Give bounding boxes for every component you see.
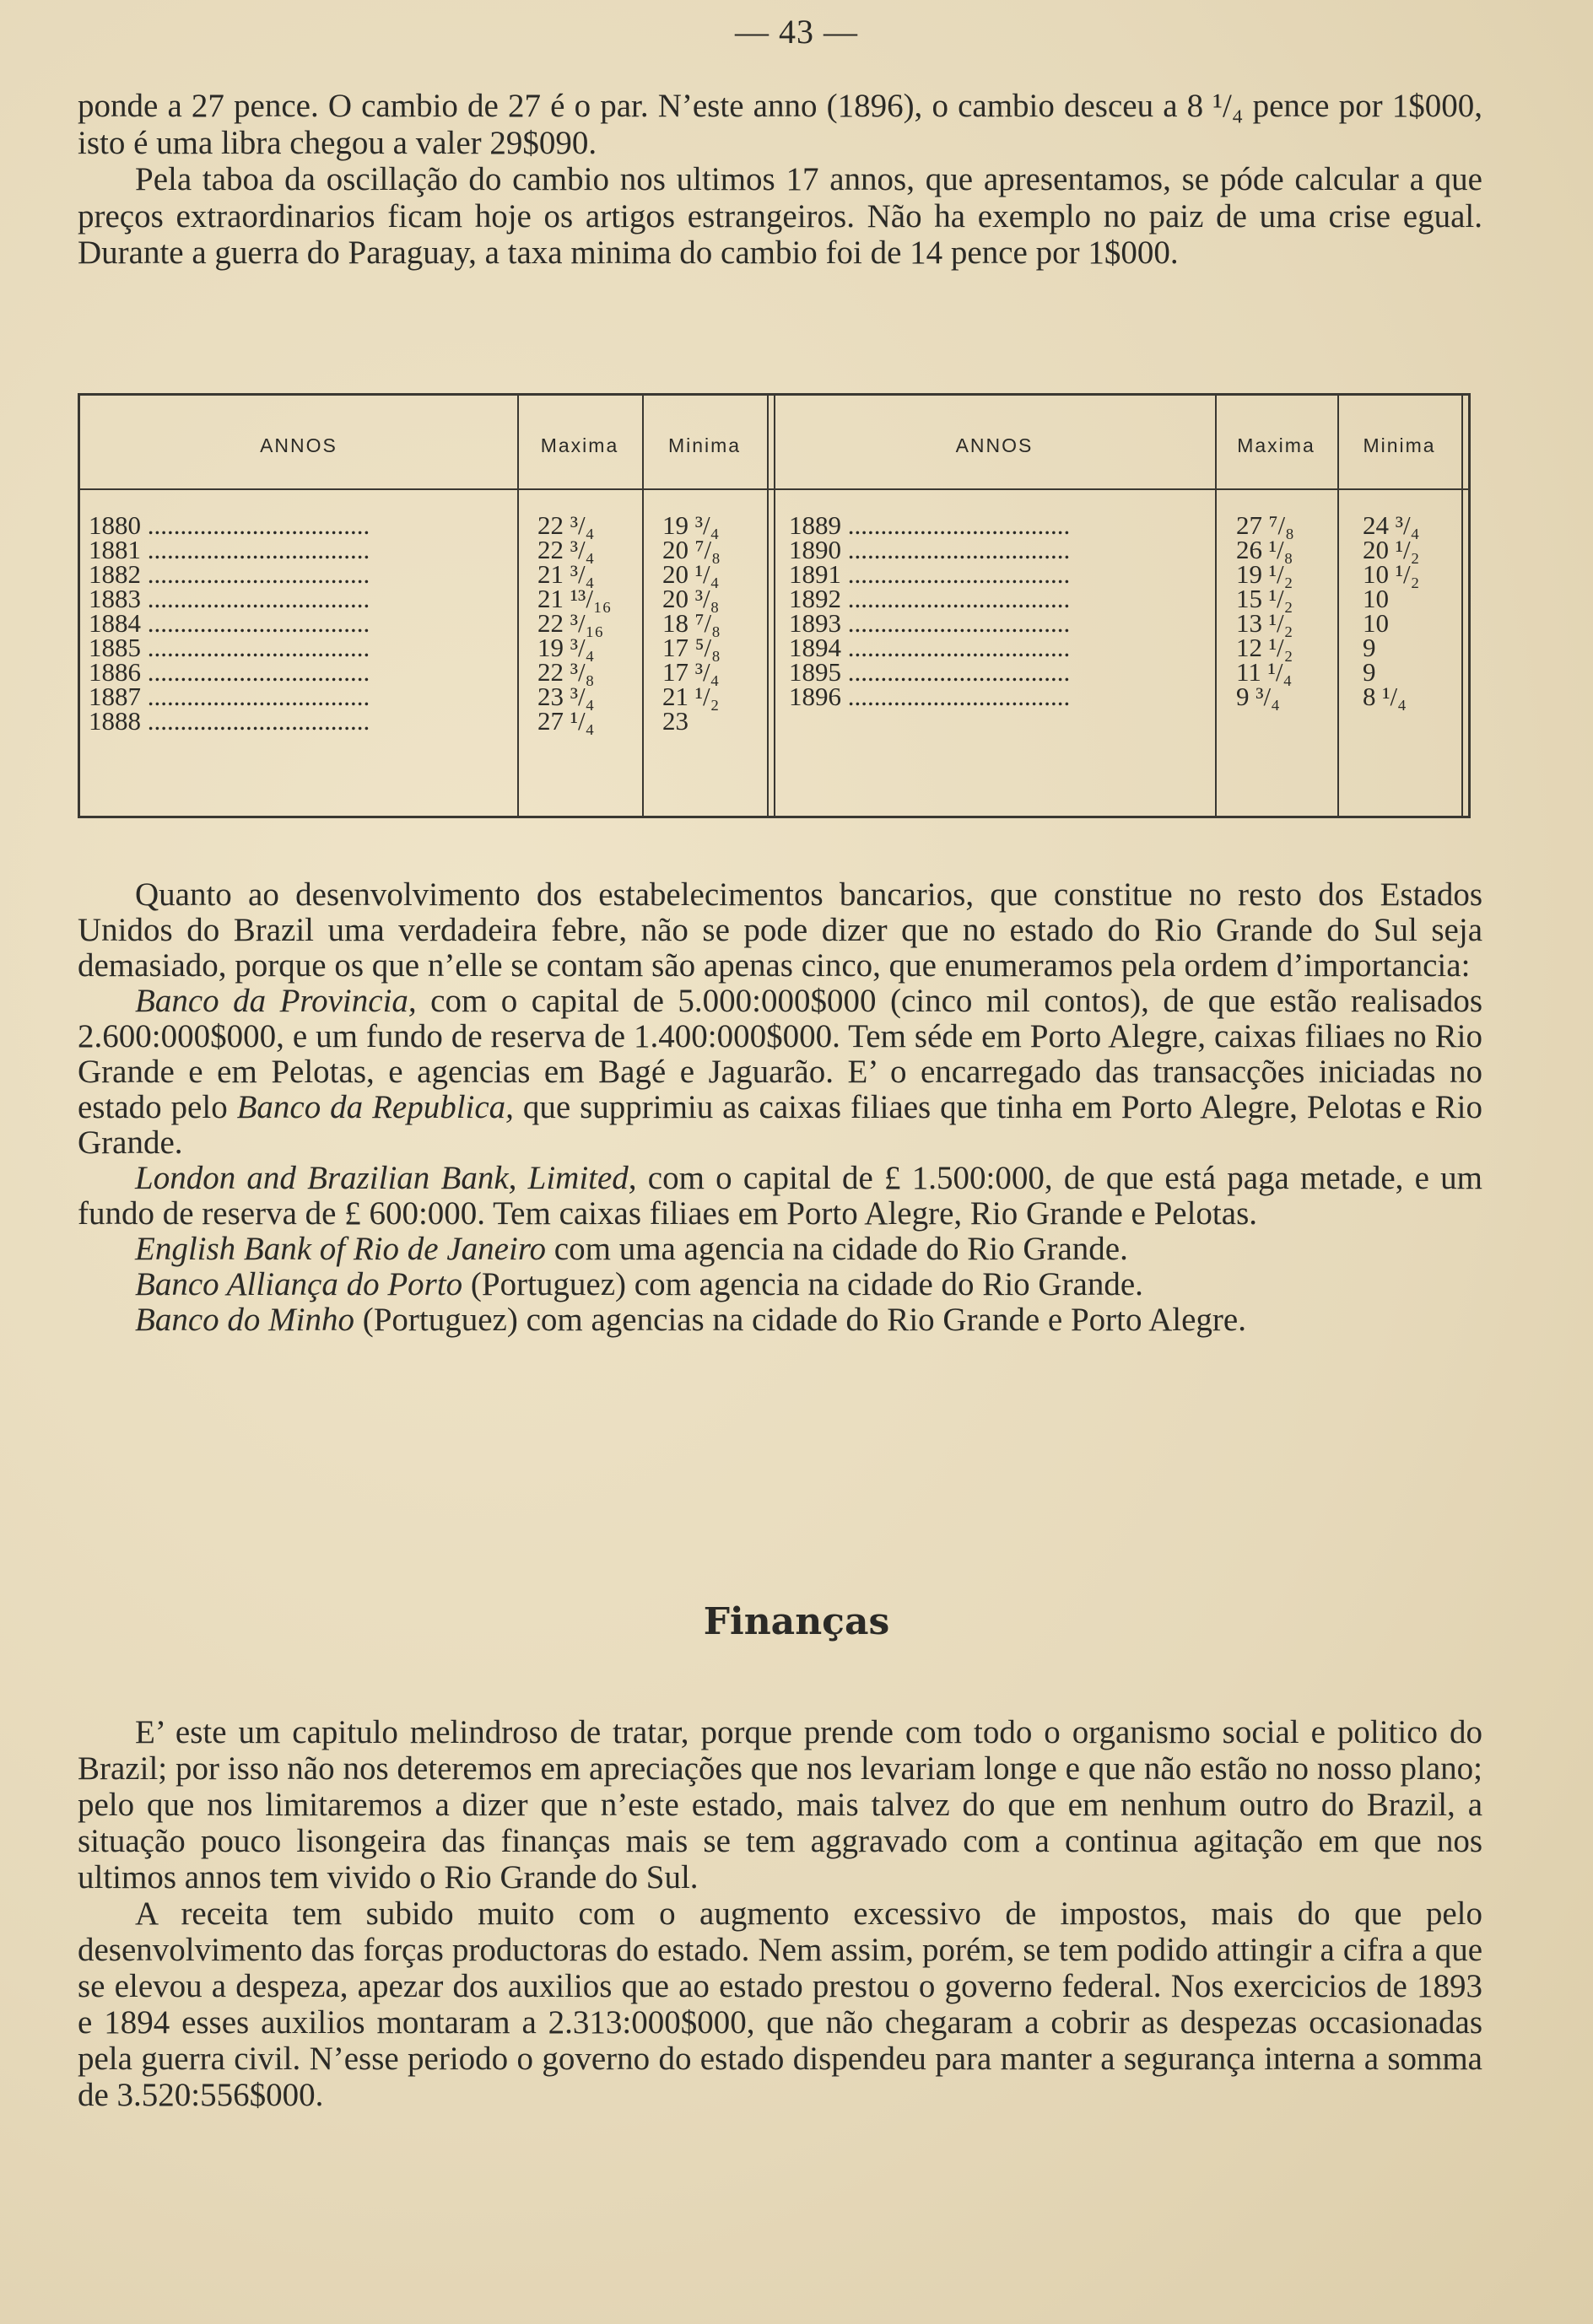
year-cell: 1882 .................................. bbox=[89, 563, 370, 586]
table-row bbox=[80, 584, 1468, 613]
table-row bbox=[80, 535, 1468, 564]
bank-alliance-desc: (Portuguez) com agencia na cidade do Rio Grande. bbox=[462, 1266, 1143, 1302]
minima-cell: 21 ¹/₂ bbox=[662, 682, 720, 711]
minima-cell: 20 ⁷/₈ bbox=[662, 535, 721, 564]
bank-english bbox=[78, 1232, 1482, 1267]
exchange-rate-table bbox=[78, 393, 1471, 818]
minima-cell: 23 bbox=[662, 706, 688, 736]
maxima-cell: 21 ³/₄ bbox=[537, 559, 595, 589]
bank-provincia bbox=[78, 984, 1482, 1161]
minima-cell: 10 bbox=[1363, 608, 1389, 638]
table-row bbox=[80, 657, 1468, 687]
bank-provincia-desc: com o capital de 5.000:000$000 (cinco mil contos), de que estão realisados 2.600:000$000, e um fundo de reserva de 1.400:000$000. Tem séde em Porto Alegre, caixas filiaes no Rio Grande e em Pelotas, e agencias em Bagé e Jaguarão. E’ o encarregado das transacções iniciadas no estado pelo bbox=[78, 983, 1482, 1125]
minima-cell: 17 ³/₄ bbox=[662, 657, 720, 687]
banks-text bbox=[78, 877, 1482, 1338]
header-annos-left: ANNOS bbox=[260, 434, 338, 456]
maxima-cell: 26 ¹/₈ bbox=[1236, 535, 1293, 564]
bank-alliance-name: Banco Alliança do Porto bbox=[135, 1266, 463, 1302]
minima-cell: 20 ³/₈ bbox=[662, 584, 720, 613]
bank-english-name: English Bank of Rio de Janeiro bbox=[135, 1231, 547, 1267]
maxima-cell: 13 ¹/₂ bbox=[1236, 608, 1293, 638]
bank-provincia-desc-2: que supprimiu as caixas filiaes que tinha em Porto Alegre, Pelotas e Rio Grande. bbox=[78, 1089, 1482, 1161]
year-cell: 1880 .................................. bbox=[89, 514, 370, 537]
maxima-cell: 22 ³/₈ bbox=[537, 657, 595, 687]
finances-paragraph-2: A receita tem subido muito com o augmento excessivo de impostos, mais do que pelo desenvolvimento das forças productoras do estado. Nem assim, porém, se tem podido attingir a cifra a que se elevou a despeza, apezar dos auxilios que ao estado prestou o governo federal. Nos exercicios de 1893 e 1894 esses auxilios montaram a 2.313:000$000, que não chegaram a cobrir as despezas occasionadas pela guerra civil. N’esse periodo o governo do estado dispendeu para manter a segurança interna a somma de 3.520:556$000. bbox=[78, 1895, 1482, 2113]
table-row bbox=[80, 608, 1468, 638]
year-cell: 1893 .................................. bbox=[789, 612, 1071, 635]
bank-london-desc: com o capital de £ 1.500:000, de que está paga metade, e um fundo de reserva de £ 600:000. Tem caixas filiaes em Porto Alegre, Rio Grande e Pelotas. bbox=[78, 1160, 1482, 1232]
intro-paragraph-2: Pela taboa da oscillação do cambio nos ultimos 17 annos, que apresentamos, se póde calcular a que preços extraordinarios ficam hoje os artigos estrangeiros. Não ha exemplo no paiz de uma crise egual. Durante a guerra do Paraguay, a taxa minima do cambio foi de 14 pence por 1$000. bbox=[78, 161, 1482, 271]
year-cell: 1891 .................................. bbox=[789, 563, 1071, 586]
bank-minho-name: Banco do Minho bbox=[135, 1302, 354, 1338]
year-cell: 1886 .................................. bbox=[89, 661, 370, 684]
minima-cell: 20 ¹/₄ bbox=[662, 559, 720, 589]
bank-london-name: London and Brazilian Bank, Limited, bbox=[135, 1160, 637, 1196]
year-cell: 1885 .................................. bbox=[89, 636, 370, 660]
banks-intro: Quanto ao desenvolvimento dos estabelecimentos bancarios, que constitue no resto dos Estados Unidos do Brazil uma verdadeira febre, não se pode dizer que no estado do Rio Grande do Sul seja demasiado, porque os que n’elle se contam são apenas cinco, que enumeramos pela ordem d’importancia: bbox=[78, 876, 1482, 984]
bank-provincia-name: Banco da Provincia, bbox=[135, 983, 417, 1019]
page-number: — 43 — bbox=[735, 13, 858, 51]
finances-paragraph-1: E’ este um capitulo melindroso de tratar, porque prende com todo o organismo social e politico do Brazil; por isso não nos deteremos em apreciações que nos levariam longe e que não estão no nosso plano; pelo que nos limitaremos a dizer que n’este estado, mais talvez do que em nenhum outro do Brazil, a situação pouco lisongeira das finanças mais se tem aggravado com a continua agitação em que nos ultimos annos tem vivido o Rio Grande do Sul. bbox=[78, 1714, 1482, 1895]
section-title: Finanças bbox=[703, 1600, 890, 1643]
header-annos-right: ANNOS bbox=[955, 434, 1034, 456]
year-cell: 1884 .................................. bbox=[89, 612, 370, 635]
maxima-cell: 11 ¹/₄ bbox=[1236, 657, 1293, 687]
minima-cell: 9 bbox=[1363, 633, 1376, 662]
header-maxima-right: Maxima bbox=[1237, 434, 1315, 456]
table-row bbox=[80, 682, 1468, 711]
year-cell: 1888 .................................. bbox=[89, 709, 370, 733]
minima-cell: 19 ³/₄ bbox=[662, 510, 720, 540]
maxima-cell: 21 ¹³/₁₆ bbox=[537, 584, 612, 613]
maxima-cell: 22 ³/₄ bbox=[537, 510, 595, 540]
maxima-cell: 27 ⁷/₈ bbox=[1236, 510, 1294, 540]
year-cell: 1883 .................................. bbox=[89, 587, 370, 611]
table-row bbox=[80, 510, 1468, 540]
header-minima-left: Minima bbox=[667, 434, 742, 456]
minima-cell: 10 ¹/₂ bbox=[1363, 559, 1420, 589]
year-cell: 1890 .................................. bbox=[789, 538, 1071, 562]
minima-cell: 17 ⁵/₈ bbox=[662, 633, 721, 662]
intro-paragraph-1: ponde a 27 pence. O cambio de 27 é o par. N’este anno (1896), o cambio desceu a 8 ¹/₄ pence por 1$000, isto é uma libra chegou a valer 29$090. bbox=[78, 88, 1482, 161]
year-cell: 1896 .................................. bbox=[789, 685, 1071, 709]
table-row bbox=[80, 633, 1468, 662]
bank-english-desc: com uma agencia na cidade do Rio Grande. bbox=[546, 1231, 1128, 1267]
year-cell: 1892 .................................. bbox=[789, 587, 1071, 611]
year-cell: 1887 .................................. bbox=[89, 685, 370, 709]
minima-cell: 8 ¹/₄ bbox=[1363, 682, 1407, 711]
year-cell: 1881 .................................. bbox=[89, 538, 370, 562]
minima-cell: 24 ³/₄ bbox=[1363, 510, 1420, 540]
bank-minho bbox=[78, 1302, 1482, 1338]
maxima-cell: 19 ³/₄ bbox=[537, 633, 595, 662]
year-cell: 1889 .................................. bbox=[789, 514, 1071, 537]
table-row bbox=[80, 706, 1468, 736]
maxima-cell: 9 ³/₄ bbox=[1236, 682, 1280, 711]
bank-london bbox=[78, 1161, 1482, 1232]
bank-minho-desc: (Portuguez) com agencias na cidade do Rio Grande e Porto Alegre. bbox=[354, 1302, 1246, 1338]
table-row bbox=[80, 559, 1468, 589]
maxima-cell: 12 ¹/₂ bbox=[1236, 633, 1293, 662]
maxima-cell: 15 ¹/₂ bbox=[1236, 584, 1293, 613]
minima-cell: 20 ¹/₂ bbox=[1363, 535, 1420, 564]
bank-alliance bbox=[78, 1267, 1482, 1302]
maxima-cell: 27 ¹/₄ bbox=[537, 706, 595, 736]
bank-republica-name: Banco da Republica, bbox=[236, 1089, 514, 1125]
minima-cell: 18 ⁷/₈ bbox=[662, 608, 721, 638]
year-cell: 1894 .................................. bbox=[789, 636, 1071, 660]
intro-text bbox=[78, 88, 1482, 272]
maxima-cell: 22 ³/₄ bbox=[537, 535, 595, 564]
maxima-cell: 23 ³/₄ bbox=[537, 682, 595, 711]
maxima-cell: 22 ³/₁₆ bbox=[537, 608, 604, 638]
minima-cell: 10 bbox=[1363, 584, 1389, 613]
maxima-cell: 19 ¹/₂ bbox=[1236, 559, 1293, 589]
year-cell: 1895 .................................. bbox=[789, 661, 1071, 684]
header-minima-right: Minima bbox=[1363, 434, 1436, 456]
finances-text bbox=[78, 1714, 1482, 2113]
minima-cell: 9 bbox=[1363, 657, 1376, 687]
header-maxima-left: Maxima bbox=[540, 434, 619, 456]
